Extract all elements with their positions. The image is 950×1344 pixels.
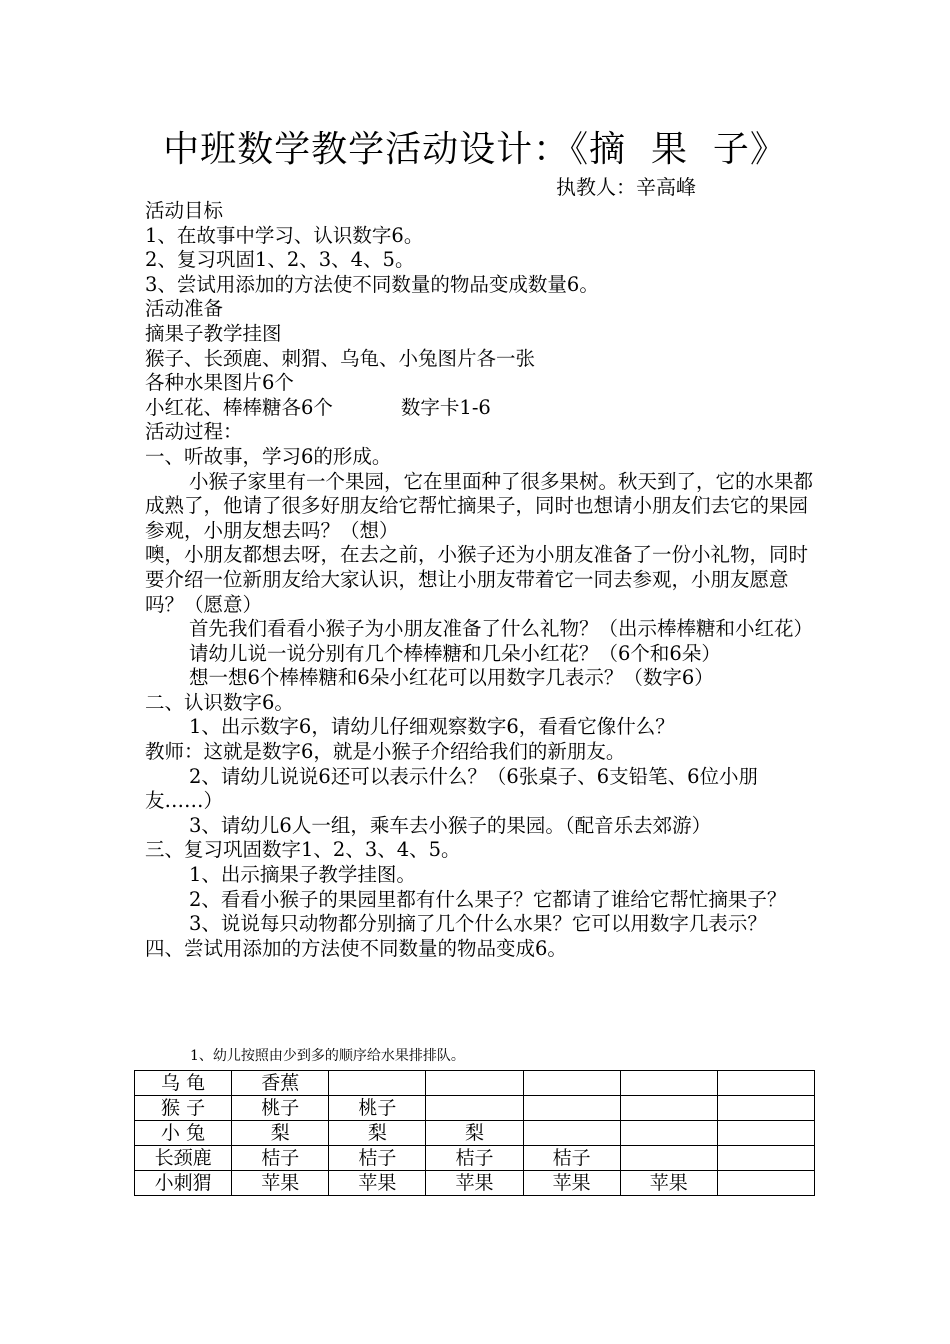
step4-note: 1、幼儿按照由少到多的顺序给水果排排队。 <box>190 1048 465 1064</box>
table-cell: 香蕉 <box>232 1071 329 1096</box>
table-cell <box>523 1071 620 1096</box>
step2-heading: 二、认识数字6。 <box>145 690 294 714</box>
table-cell <box>717 1146 814 1171</box>
table-cell: 小 兔 <box>135 1121 232 1146</box>
goal-item: 3、尝试用添加的方法使不同数量的物品变成数量6。 <box>145 272 599 296</box>
table-cell <box>620 1146 717 1171</box>
table-cell: 猴 子 <box>135 1096 232 1121</box>
step3-heading: 三、复习巩固数字1、2、3、4、5。 <box>145 838 461 862</box>
step3-item: 3、说说每只动物都分别摘了几个什么水果？它可以用数字几表示？ <box>189 912 767 936</box>
table-cell: 桔子 <box>329 1146 426 1171</box>
table-cell <box>523 1096 620 1121</box>
table-cell <box>329 1071 426 1096</box>
table-cell <box>426 1071 523 1096</box>
table-cell: 苹果 <box>620 1171 717 1196</box>
table-cell: 小刺猬 <box>135 1171 232 1196</box>
document-body <box>145 199 813 961</box>
story-paragraph: 请幼儿说一说分别有几个棒棒糖和几朵小红花？（6个和6朵） <box>189 641 721 665</box>
table-cell: 桃子 <box>329 1096 426 1121</box>
table-cell <box>717 1171 814 1196</box>
table-cell: 桔子 <box>523 1146 620 1171</box>
story-paragraph: 首先我们看看小猴子为小朋友准备了什么礼物？（出示棒棒糖和小红花） <box>189 617 814 641</box>
table-cell: 苹果 <box>426 1171 523 1196</box>
prep-item: 摘果子教学挂图 <box>145 321 282 345</box>
story-paragraph: 小猴子家里有一个果园，它在里面种了很多果树。秋天到了，它的水果都成熟了，他请了很多好朋友给它帮忙摘果子，同时也想请小朋友们去它的果园参观，小朋友想去吗？（想） <box>145 469 814 542</box>
step4-heading: 四、尝试用添加的方法使不同数量的物品变成6。 <box>145 936 567 960</box>
table-cell <box>426 1096 523 1121</box>
table-cell: 梨 <box>329 1121 426 1146</box>
table-cell: 苹果 <box>523 1171 620 1196</box>
step2-item: 1、出示数字6，请幼儿仔细观察数字6，看看它像什么？ <box>189 715 675 739</box>
table-cell <box>717 1121 814 1146</box>
story-paragraph: 噢，小朋友都想去呀，在去之前，小猴子还为小朋友准备了一份小礼物，同时要介绍一位新朋友给大家认识，想让小朋友带着它一同去参观，小朋友愿意吗？（愿意） <box>145 543 809 616</box>
table-cell: 苹果 <box>232 1171 329 1196</box>
table-cell: 长颈鹿 <box>135 1146 232 1171</box>
table-row <box>135 1171 815 1196</box>
story-paragraph: 想一想6个棒棒糖和6朵小红花可以用数字几表示？（数字6） <box>189 666 714 690</box>
step3-item: 1、出示摘果子教学挂图。 <box>189 863 416 887</box>
table-cell: 梨 <box>232 1121 329 1146</box>
table-row <box>135 1071 815 1096</box>
fruit-table <box>134 1070 815 1196</box>
step3-item: 2、看看小猴子的果园里都有什么果子？它都请了谁给它帮忙摘果子？ <box>189 887 787 911</box>
prep-item: 各种水果图片6个 <box>145 371 294 395</box>
table-row <box>135 1121 815 1146</box>
goals-heading: 活动目标 <box>145 199 224 222</box>
table-row <box>135 1146 815 1171</box>
prep-heading: 活动准备 <box>145 297 224 321</box>
process-heading: 活动过程： <box>145 420 243 444</box>
step1-heading: 一、听故事，学习6的形成。 <box>145 444 392 468</box>
step2-item: 3、请幼儿6人一组，乘车去小猴子的果园。（配音乐去郊游） <box>189 813 712 837</box>
table-cell: 桔子 <box>232 1146 329 1171</box>
prep-item: 数字卡1-6 <box>400 395 491 419</box>
prep-item: 小红花、棒棒糖各6个 <box>145 395 333 419</box>
goal-item: 1、在故事中学习、认识数字6。 <box>145 223 424 247</box>
author-line: 执教人：辛高峰 <box>556 175 696 199</box>
table-cell <box>717 1096 814 1121</box>
table-cell <box>620 1121 717 1146</box>
table-cell <box>717 1071 814 1096</box>
prep-item: 猴子、长颈鹿、刺猬、乌龟、小兔图片各一张 <box>145 346 536 370</box>
table-cell: 乌 龟 <box>135 1071 232 1096</box>
table-cell: 桔子 <box>426 1146 523 1171</box>
table-cell <box>620 1096 717 1121</box>
table-row <box>135 1096 815 1121</box>
step2-item: 2、请幼儿说说6还可以表示什么？（6张桌子、6支铅笔、6位小朋友……） <box>145 764 759 813</box>
table-cell: 桃子 <box>232 1096 329 1121</box>
table-cell: 梨 <box>426 1121 523 1146</box>
teacher-line: 教师：这就是数字6，就是小猴子介绍给我们的新朋友。 <box>145 740 626 764</box>
table-cell <box>523 1121 620 1146</box>
page-title: 中班数学教学活动设计：《摘 果 子》 <box>163 129 787 170</box>
table-cell: 苹果 <box>329 1171 426 1196</box>
prep-item-row <box>145 396 813 421</box>
goal-item: 2、复习巩固1、2、3、4、5。 <box>145 248 415 272</box>
table-cell <box>620 1071 717 1096</box>
